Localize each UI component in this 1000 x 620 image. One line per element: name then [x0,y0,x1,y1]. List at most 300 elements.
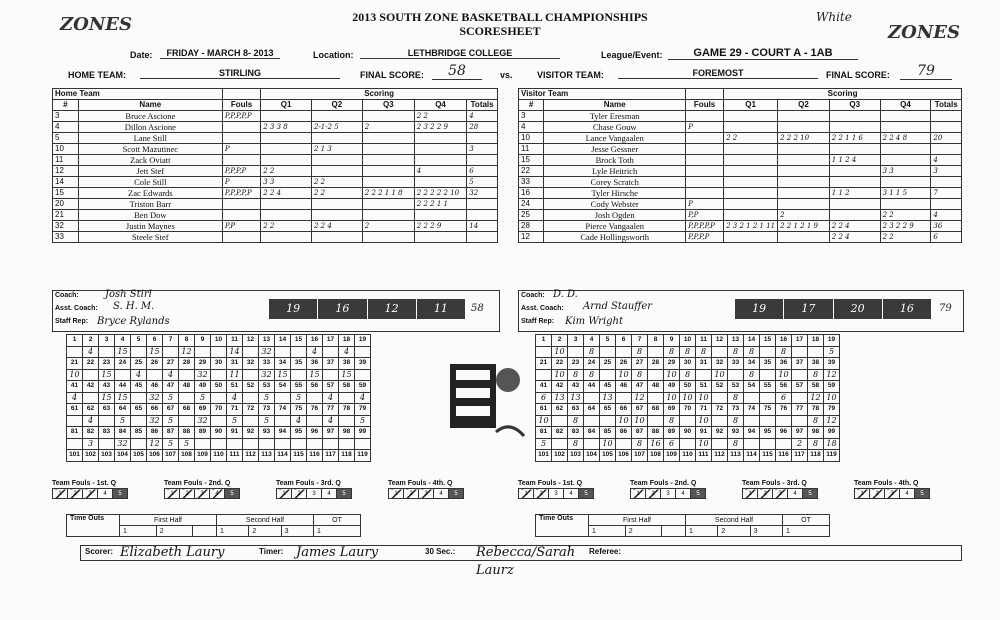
col-q1: Q1 [724,100,778,111]
point-number: 88 [648,427,664,439]
player-row [519,188,962,199]
player-total [931,199,962,210]
point-number: 117 [323,450,339,462]
player-number: 20 [53,199,79,210]
player-name: Lane Still [78,133,222,144]
player-q3 [362,155,414,166]
scorer-cell: 4 [291,415,307,427]
scorer-cell [211,346,227,358]
team-fouls-label: Team Fouls - 4th. Q [854,480,919,487]
player-q3: 2 [362,221,414,232]
player-total: 4 [931,155,962,166]
player-number: 33 [53,232,79,243]
scorer-cell [179,392,195,404]
player-name: Jesse Gessner [544,144,686,155]
point-number: 92 [712,427,728,439]
point-number: 27 [163,358,179,370]
team-fouls-q4 [854,480,930,499]
point-number: 5 [600,335,616,347]
scorer-cell [99,415,115,427]
scorer-cell: 8 [744,369,760,381]
player-row [53,111,498,122]
scorer-cell: 5 [195,392,211,404]
point-number: 118 [808,450,824,462]
scorer-cell: 5 [115,415,131,427]
scorer-cell [147,369,163,381]
scorer-cell: 4 [83,415,99,427]
col-q3: Q3 [362,100,414,111]
point-number: 87 [163,427,179,439]
point-number: 78 [339,404,355,416]
player-total: 6 [467,166,498,177]
player-q3 [829,122,880,133]
point-number: 18 [339,335,355,347]
player-number: 3 [519,111,544,122]
point-number: 10 [680,335,696,347]
scorer-cell [600,369,616,381]
point-number: 79 [824,404,840,416]
scorer-cell: 12 [808,392,824,404]
player-q4: 3 1 1 5 [880,188,931,199]
player-q2: 2 2 4 [311,221,362,232]
point-number: 19 [824,335,840,347]
scorer-cell [179,415,195,427]
player-fouls [686,133,724,144]
point-number: 6 [616,335,632,347]
home-team-value: STIRLING [140,68,340,79]
coach-label: Coach: [521,292,545,299]
visitor-grand-total: 79 [939,303,952,314]
player-q4 [414,144,466,155]
point-number: 28 [179,358,195,370]
point-number: 47 [163,381,179,393]
league-label: League/Event: [601,50,663,60]
location-label: Location: [313,50,354,60]
player-fouls [222,122,260,133]
point-number: 51 [227,381,243,393]
scorer-cell: 10 [552,369,568,381]
scorer-cell: 5 [227,415,243,427]
foul-box: 4 [900,489,915,499]
ot-label: OT [783,515,830,526]
point-number: 112 [243,450,259,462]
player-q2 [778,199,830,210]
point-number-row [67,358,371,370]
point-number: 27 [632,358,648,370]
point-number: 87 [632,427,648,439]
player-q4 [414,133,466,144]
point-number: 95 [291,427,307,439]
championship-logo-graphic [444,350,528,450]
scorer-cell [536,369,552,381]
point-number: 112 [712,450,728,462]
player-q3 [362,166,414,177]
player-q2: 2 2 1 2 1 9 [778,221,830,232]
scorer-cell: 8 [568,438,584,450]
team-fouls-label: Team Fouls - 4th. Q [388,480,453,487]
point-number: 105 [131,450,147,462]
player-q2 [778,188,830,199]
scorer-cell [712,438,728,450]
scorer-row [67,346,371,358]
scorer-row [67,438,371,450]
scorer-cell: 12 [147,438,163,450]
scorer-cell [792,369,808,381]
point-number: 62 [83,404,99,416]
player-total: 3 [931,166,962,177]
scorer-cell: 8 [728,346,744,358]
player-number: 4 [519,122,544,133]
point-number: 50 [211,381,227,393]
player-number: 32 [53,221,79,232]
scorer-cell: 8 [808,369,824,381]
point-number: 31 [696,358,712,370]
scorer-cell [680,415,696,427]
asst-coach-signature: S. H. M. [113,301,155,312]
point-number: 42 [83,381,99,393]
player-name: Justin Maynes [78,221,222,232]
foul-box: 2 [404,489,419,499]
player-name: Brock Toth [544,155,686,166]
col-fouls: Fouls [686,100,724,111]
foul-box: 2 [646,489,661,499]
player-number: 11 [53,155,79,166]
scorer-cell: 15 [99,392,115,404]
point-number: 110 [211,450,227,462]
scorer-row [536,369,840,381]
scorer-cell [131,392,147,404]
player-q3: 1 1 2 4 [829,155,880,166]
player-name: Zack Oviatt [78,155,222,166]
point-number: 51 [696,381,712,393]
scorer-cell: 32 [115,438,131,450]
scorer-cell: 15 [275,369,291,381]
point-number: 58 [808,381,824,393]
foul-box: 4 [210,489,225,499]
team-fouls-label: Team Fouls - 2nd. Q [164,480,231,487]
player-number: 25 [519,210,544,221]
scorer-cell [712,346,728,358]
point-number: 28 [648,358,664,370]
home-team-label: HOME TEAM: [68,70,126,80]
point-number: 109 [664,450,680,462]
point-number: 119 [824,450,840,462]
scorer-cell [792,346,808,358]
scorer-row [536,346,840,358]
scorer-cell [211,392,227,404]
point-number: 91 [696,427,712,439]
timeouts-label: Time Outs [536,515,589,537]
point-number: 115 [291,450,307,462]
player-number: 33 [519,177,544,188]
home-timeouts [66,514,361,537]
point-number: 72 [712,404,728,416]
point-number: 61 [536,404,552,416]
scorer-cell [243,346,259,358]
scorer-cell: 10 [600,438,616,450]
scorer-cell: 15 [115,346,131,358]
scorer-cell [67,438,83,450]
point-number: 45 [600,381,616,393]
player-q1 [724,166,778,177]
point-number: 59 [355,381,371,393]
player-total [467,155,498,166]
player-row [53,166,498,177]
staff-rep-signature: Kim Wright [565,316,623,327]
scorer-cell [584,438,600,450]
point-number: 45 [131,381,147,393]
point-number: 69 [195,404,211,416]
foul-box: 4 [322,489,337,499]
scorer-cell [712,415,728,427]
point-number: 11 [227,335,243,347]
visitor-timeouts [535,514,830,537]
point-number: 39 [355,358,371,370]
point-number: 81 [536,427,552,439]
scorer-cell [131,438,147,450]
color-note: White [816,10,852,24]
point-number: 59 [824,381,840,393]
point-number: 23 [568,358,584,370]
player-q3: 2 2 4 [829,232,880,243]
col-fouls: Fouls [222,100,260,111]
timeout-box: 3 [750,526,782,537]
point-number: 30 [680,358,696,370]
scorer-cell: 16 [648,438,664,450]
player-q2: 2 2 [311,177,362,188]
point-number: 39 [824,358,840,370]
point-number: 64 [115,404,131,416]
scorer-cell [243,438,259,450]
player-q1: 2 3 3 8 [261,122,312,133]
point-number: 46 [147,381,163,393]
scorer-cell [808,346,824,358]
player-q2 [311,210,362,221]
point-number: 113 [728,450,744,462]
point-number: 18 [808,335,824,347]
player-q1 [261,155,312,166]
point-number: 9 [664,335,680,347]
player-total [467,133,498,144]
scorer-cell: 8 [808,415,824,427]
scorer-cell: 5 [179,438,195,450]
foul-box: 1 [519,489,534,499]
player-q1 [261,144,312,155]
team-fouls-q2 [630,480,706,499]
player-fouls [686,111,724,122]
scorer-cell [552,415,568,427]
point-number: 104 [115,450,131,462]
player-fouls [686,155,724,166]
scorer-cell [131,415,147,427]
coach-label: Coach: [55,292,79,299]
point-number: 35 [291,358,307,370]
visitor-team-label: VISITOR TEAM: [537,70,604,80]
timeout-box: 1 [783,526,830,537]
home-running-score [66,334,371,462]
timeout-box: 3 [281,526,313,537]
scorer-cell: 10 [824,392,840,404]
scorer-cell: 10 [680,392,696,404]
home-team-header: Home Team [53,89,223,100]
player-q3: 1 1 2 [829,188,880,199]
scorer-cell [744,438,760,450]
scorer-cell: 4 [323,392,339,404]
foul-box: 3 [83,489,98,499]
player-total: 36 [931,221,962,232]
scorer-cell: 8 [776,346,792,358]
point-number: 74 [744,404,760,416]
scorer-cell [760,415,776,427]
scorer-cell: 8 [568,415,584,427]
asst-coach-label: Asst. Coach: [55,305,98,312]
scorer-cell [163,346,179,358]
col-num: # [53,100,79,111]
thirty-sec-label: 30 Sec.: [425,547,456,556]
point-number: 76 [776,404,792,416]
scorer-cell: 4 [83,346,99,358]
player-q3: 2 2 1 1 6 [829,133,880,144]
scorer-cell [275,415,291,427]
player-fouls: P,P,P,P,P [222,188,260,199]
point-number: 26 [616,358,632,370]
foul-box: 5 [579,489,594,499]
point-number: 109 [195,450,211,462]
point-number: 83 [568,427,584,439]
player-fouls [222,133,260,144]
point-number: 9 [195,335,211,347]
second-half-label: Second Half [686,515,783,526]
point-number: 68 [648,404,664,416]
scorer-cell: 8 [664,415,680,427]
point-number: 13 [259,335,275,347]
point-number: 30 [211,358,227,370]
point-number: 41 [536,381,552,393]
player-total [931,144,962,155]
player-q2 [311,166,362,177]
point-number: 107 [632,450,648,462]
player-q3 [362,144,414,155]
scorer-cell [744,415,760,427]
player-row [53,155,498,166]
player-total: 32 [467,188,498,199]
point-number-row [536,450,840,462]
point-number: 38 [808,358,824,370]
point-number: 76 [307,404,323,416]
player-name: Chase Gouw [544,122,686,133]
home-grand-total: 58 [471,303,484,314]
point-number: 81 [67,427,83,439]
point-number-row [536,358,840,370]
point-number: 86 [616,427,632,439]
scorer-cell: 8 [632,346,648,358]
point-number-row [67,450,371,462]
staff-rep-label: Staff Rep: [521,318,555,325]
scorer-cell: 13 [600,392,616,404]
point-number: 66 [147,404,163,416]
point-number: 93 [728,427,744,439]
point-number: 1 [536,335,552,347]
point-number: 111 [696,450,712,462]
scorer-cell [211,369,227,381]
point-number: 63 [568,404,584,416]
player-name: Steele Stef [78,232,222,243]
point-number: 94 [744,427,760,439]
point-number: 98 [339,427,355,439]
point-number: 37 [792,358,808,370]
scorer-cell: 8 [680,346,696,358]
scorer-cell: 32 [259,346,275,358]
player-fouls [686,188,724,199]
scorer-cell [211,415,227,427]
point-number: 116 [776,450,792,462]
scorer-cell [131,346,147,358]
scorer-cell [179,369,195,381]
home-final-label: FINAL SCORE: [360,70,424,80]
point-number: 4 [115,335,131,347]
scorer-cell [67,415,83,427]
point-number: 24 [115,358,131,370]
point-number: 82 [552,427,568,439]
player-name: Pierce Vangaalen [544,221,686,232]
player-q4 [880,155,931,166]
player-q1 [261,232,312,243]
scorer-cell [227,438,243,450]
point-number: 119 [355,450,371,462]
player-name: Josh Ogden [544,210,686,221]
point-number: 97 [792,427,808,439]
player-q4 [880,111,931,122]
player-number: 16 [519,188,544,199]
point-number: 95 [760,427,776,439]
point-number: 102 [552,450,568,462]
home-roster [52,88,498,243]
scorer-cell: 8 [632,438,648,450]
home-staff-block [52,290,500,332]
player-name: Ben Dow [78,210,222,221]
scorer-cell: 6 [536,392,552,404]
player-total: 20 [931,133,962,144]
date-label: Date: [130,50,153,60]
player-row [53,199,498,210]
player-fouls: P [686,122,724,133]
player-q2 [778,155,830,166]
second-half-label: Second Half [217,515,314,526]
point-number: 36 [776,358,792,370]
point-number: 106 [616,450,632,462]
foul-box: 5 [449,489,464,499]
point-number: 29 [664,358,680,370]
scorer-cell [712,392,728,404]
point-number: 85 [131,427,147,439]
player-row [53,232,498,243]
scorer-cell: 5 [259,415,275,427]
point-number: 98 [808,427,824,439]
quarter-score: 20 [834,299,882,319]
point-number: 115 [760,450,776,462]
player-fouls: P,P,P,P,P [686,221,724,232]
point-number-row [67,381,371,393]
scorer-cell: 10 [616,415,632,427]
point-number: 10 [211,335,227,347]
point-number: 75 [291,404,307,416]
staff-rep-signature: Bryce Rylands [97,316,170,327]
foul-box: 3 [661,489,676,499]
player-q1 [724,232,778,243]
point-number: 82 [83,427,99,439]
scorer-cell [648,392,664,404]
point-number: 25 [600,358,616,370]
